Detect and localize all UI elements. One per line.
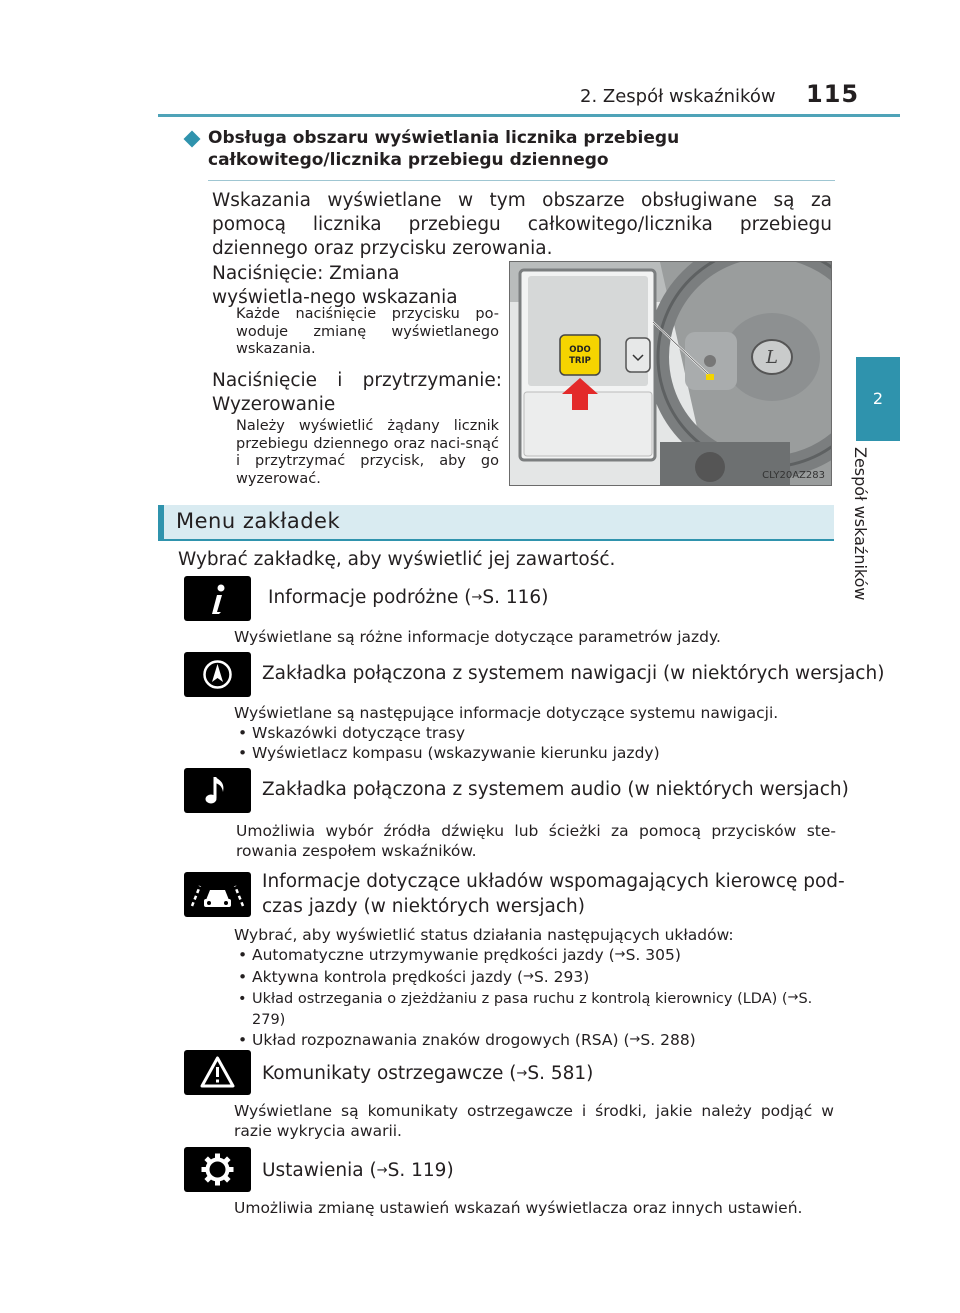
- warning-icon: [184, 1050, 251, 1095]
- press-title: Naciśnięcie: Zmiana wyświetla-nego wskazania: [212, 263, 458, 308]
- chapter-title: 2. Zespół wskaźników: [580, 86, 776, 107]
- menu-section-title: Menu zakładek: [176, 509, 341, 533]
- list-item: • Układ rozpoznawania znaków drogowych (RSA) (→S. 288): [238, 1030, 834, 1052]
- tab-settings-desc: Umożliwia zmianę ustawień wskazań wyświetlacza oraz innych ustawień.: [234, 1199, 803, 1217]
- tab-settings-label[interactable]: Ustawienia (→S. 119): [262, 1160, 454, 1181]
- tab-navigation-label[interactable]: Zakładka połączona z systemem nawigacji (w niektórych wersjach): [262, 663, 885, 684]
- odo-label-line1: ODO: [569, 345, 591, 355]
- section-rule: [208, 180, 835, 181]
- tab-driver-assist-label[interactable]: Informacje dotyczące układów wspomagających kierowcę pod- czas jazdy (w niektórych wersjach): [262, 871, 845, 917]
- tab-info-desc: Wyświetlane są różne informacje dotyczące parametrów jazdy.: [234, 628, 721, 646]
- menu-intro: Wybrać zakładkę, aby wyświetlić jej zawartość.: [178, 549, 616, 570]
- gear-icon: [184, 1147, 251, 1192]
- page-number: 115: [806, 80, 860, 108]
- hold-title: Naciśnięcie i przytrzymanie: Wyzerowanie: [212, 370, 502, 415]
- steering-wheel-photo: [509, 261, 832, 486]
- list-item: • Wskazówki dotyczące trasy: [238, 723, 834, 743]
- list-item: • Układ ostrzegania o zjeżdżaniu z pasa ruchu z kontrolą kierownicy (LDA) (→S. 279): [238, 989, 834, 1030]
- list-item: • Wyświetlacz kompasu (wskazywanie kierunku jazdy): [238, 743, 834, 763]
- tab-warnings-desc: Wyświetlane są komunikaty ostrzegawcze i środki, jakie należy podjąć w razie wykrycia awarii.: [234, 1102, 834, 1140]
- list-item: • Automatyczne utrzymywanie prędkości jazdy (→S. 305): [238, 945, 834, 967]
- car-sensors-icon: [184, 872, 251, 917]
- tab-warnings-label[interactable]: Komunikaty ostrzegawcze (→S. 581): [262, 1063, 594, 1084]
- chapter-tab: 2: [856, 357, 900, 441]
- press-text: Każde naciśnięcie przycisku po-woduje zmianę wyświetlanego wskazania.: [236, 306, 499, 357]
- section-heading: Obsługa obszaru wyświetlania licznika przebiegu całkowitego/licznika przebiegu dziennego: [208, 128, 680, 170]
- section-intro: Wskazania wyświetlane w tym obszarze obsługiwane są za pomocą licznika przebiegu całkowitego/licznika przebiegu dziennego oraz przycisku zerowania.: [212, 190, 832, 259]
- navigation-icon: [184, 652, 251, 697]
- svg-text:L: L: [766, 347, 778, 368]
- chapter-tab-label: Zespół wskaźników: [851, 447, 870, 601]
- odo-label-line2: TRIP: [569, 356, 591, 366]
- figure-code: CLY20AZ283: [762, 470, 825, 481]
- tab-navigation-desc: Wyświetlane są następujące informacje dotyczące systemu nawigacji. • Wskazówki dotyczące trasy • Wyświetlacz kompasu (wskazywanie kierunku jazdy): [234, 703, 834, 763]
- tab-driver-assist-desc: Wybrać, aby wyświetlić status działania następujących układów: • Automatyczne utrzymywanie prędkości jazdy (→S. 305) • Aktywna kontrola prędkości jazdy (→S. 293) • Układ ostrzegania o zjeżdżaniu z pasa ruchu z kontrolą kierownicy (LDA) (→S. 279) • Układ rozpoznawania znaków drogowych (RSA) (→S. 288): [234, 925, 834, 1052]
- diamond-bullet-icon: [184, 131, 201, 148]
- menu-section-accent: [158, 505, 164, 541]
- list-item: • Aktywna kontrola prędkości jazdy (→S. 293): [238, 967, 834, 989]
- music-note-icon: [184, 768, 251, 813]
- steering-wheel-illustration: [510, 262, 831, 485]
- tab-audio-desc: Umożliwia wybór źródła dźwięku lub ścieżki za pomocą przycisków ste-rowania zespołem wskaźników.: [236, 822, 836, 860]
- header-rule: [158, 114, 900, 117]
- tab-info-label[interactable]: Informacje podróżne (→S. 116): [268, 587, 549, 608]
- hold-text: Należy wyświetlić żądany licznik przebiegu dziennego oraz naci-snąć i przytrzymać przycisk, aby go wyzerować.: [236, 418, 499, 487]
- tab-audio-label[interactable]: Zakładka połączona z systemem audio (w niektórych wersjach): [262, 779, 849, 800]
- info-icon: [184, 576, 251, 621]
